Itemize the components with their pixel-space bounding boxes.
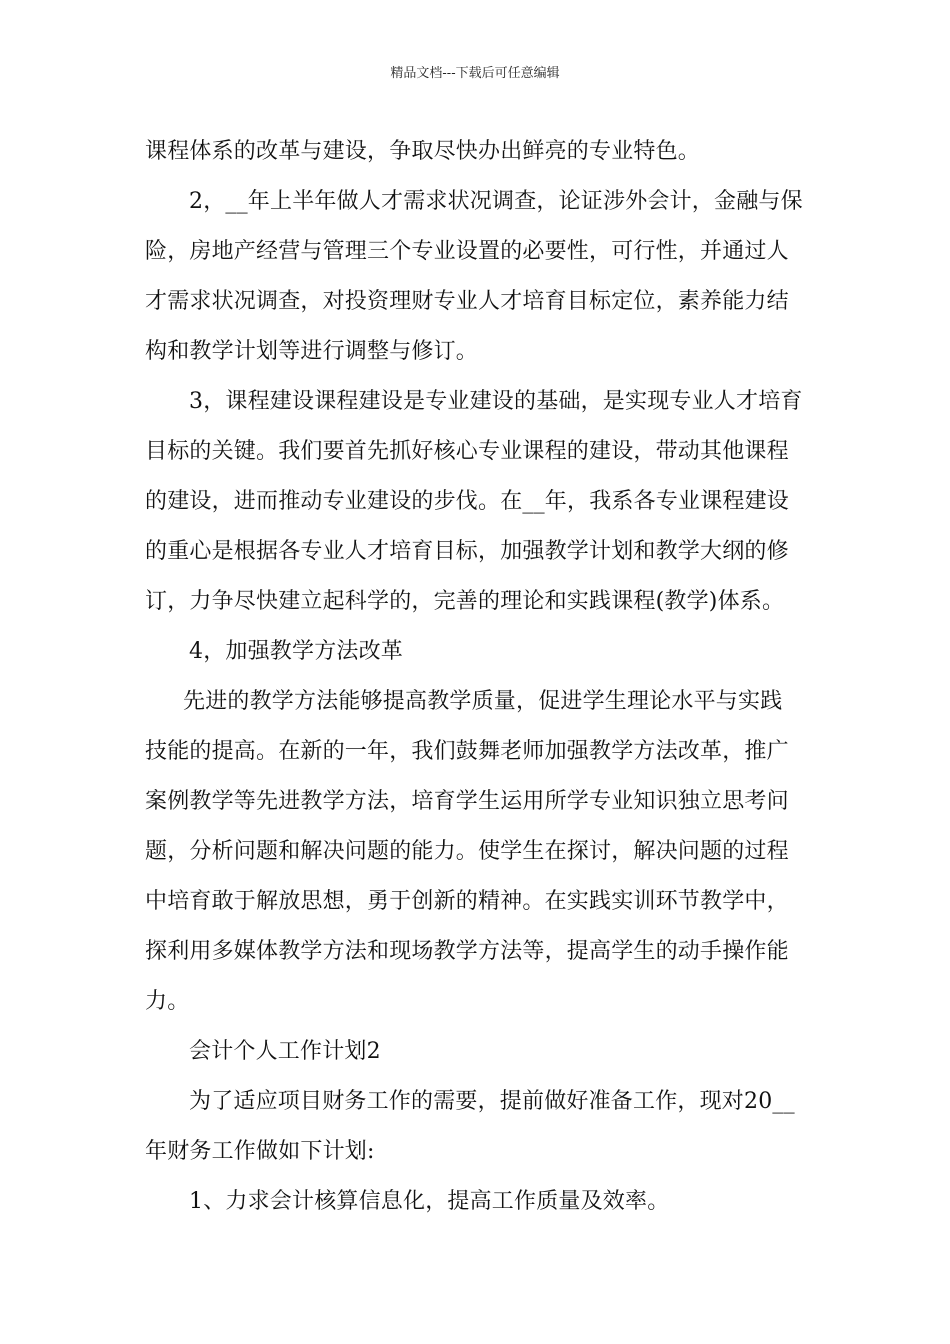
text-line: 课程体系的改革与建设，争取尽快办出鲜亮的专业特色。 (145, 139, 701, 164)
text-line: 力。 (145, 989, 190, 1014)
text-line: 构和教学计划等进行调整与修订。 (145, 339, 479, 364)
text-line: 险，房地产经营与管理三个专业设置的必要性，可行性，并通过人 (145, 239, 789, 264)
text-line: 2，__年上半年做人才需求状况调查，论证涉外会计，金融与保 (189, 189, 803, 214)
document-title: 会计个人工作计划2 (189, 1039, 381, 1064)
text-line: 订，力争尽快建立起科学的，完善的理论和实践课程(教学)体系。 (145, 589, 785, 614)
text-line: 3，课程建设课程建设是专业建设的基础，是实现专业人才培育 (189, 389, 803, 414)
text-line: 1、力求会计核算信息化，提高工作质量及效率。 (189, 1189, 670, 1214)
text-line: 案例教学等先进教学方法，培育学生运用所学专业知识独立思考问 (145, 789, 789, 814)
document-body (145, 127, 815, 1227)
text-line: 才需求状况调查，对投资理财专业人才培育目标定位，素养能力结 (145, 289, 789, 314)
text-line: 的重心是根据各专业人才培育目标，加强教学计划和教学大纲的修 (145, 539, 789, 564)
text-line: 探利用多媒体教学方法和现场教学方法等，提高学生的动手操作能 (145, 939, 789, 964)
text-line: 题，分析问题和解决问题的能力。使学生在探讨，解决问题的过程 (145, 839, 789, 864)
text-line: 的建设，进而推动专业建设的步伐。在__年，我系各专业课程建设 (145, 489, 790, 514)
section-heading: 4，加强教学方法改革 (189, 639, 403, 664)
text-line: 中培育敢于解放思想，勇于创新的精神。在实践实训环节教学中， (145, 889, 789, 914)
text-line: 为了适应项目财务工作的需要，提前做好准备工作，现对20__ (189, 1089, 795, 1114)
text-line: 先进的教学方法能够提高教学质量，促进学生理论水平与实践 (183, 689, 783, 714)
text-line: 目标的关键。我们要首先抓好核心专业课程的建设，带动其他课程 (145, 439, 789, 464)
text-line: 技能的提高。在新的一年，我们鼓舞老师加强教学方法改革，推广 (145, 739, 789, 764)
text-line: 年财务工作做如下计划: (145, 1139, 375, 1164)
page-header: 精品文档---下载后可任意编辑 (390, 66, 560, 81)
